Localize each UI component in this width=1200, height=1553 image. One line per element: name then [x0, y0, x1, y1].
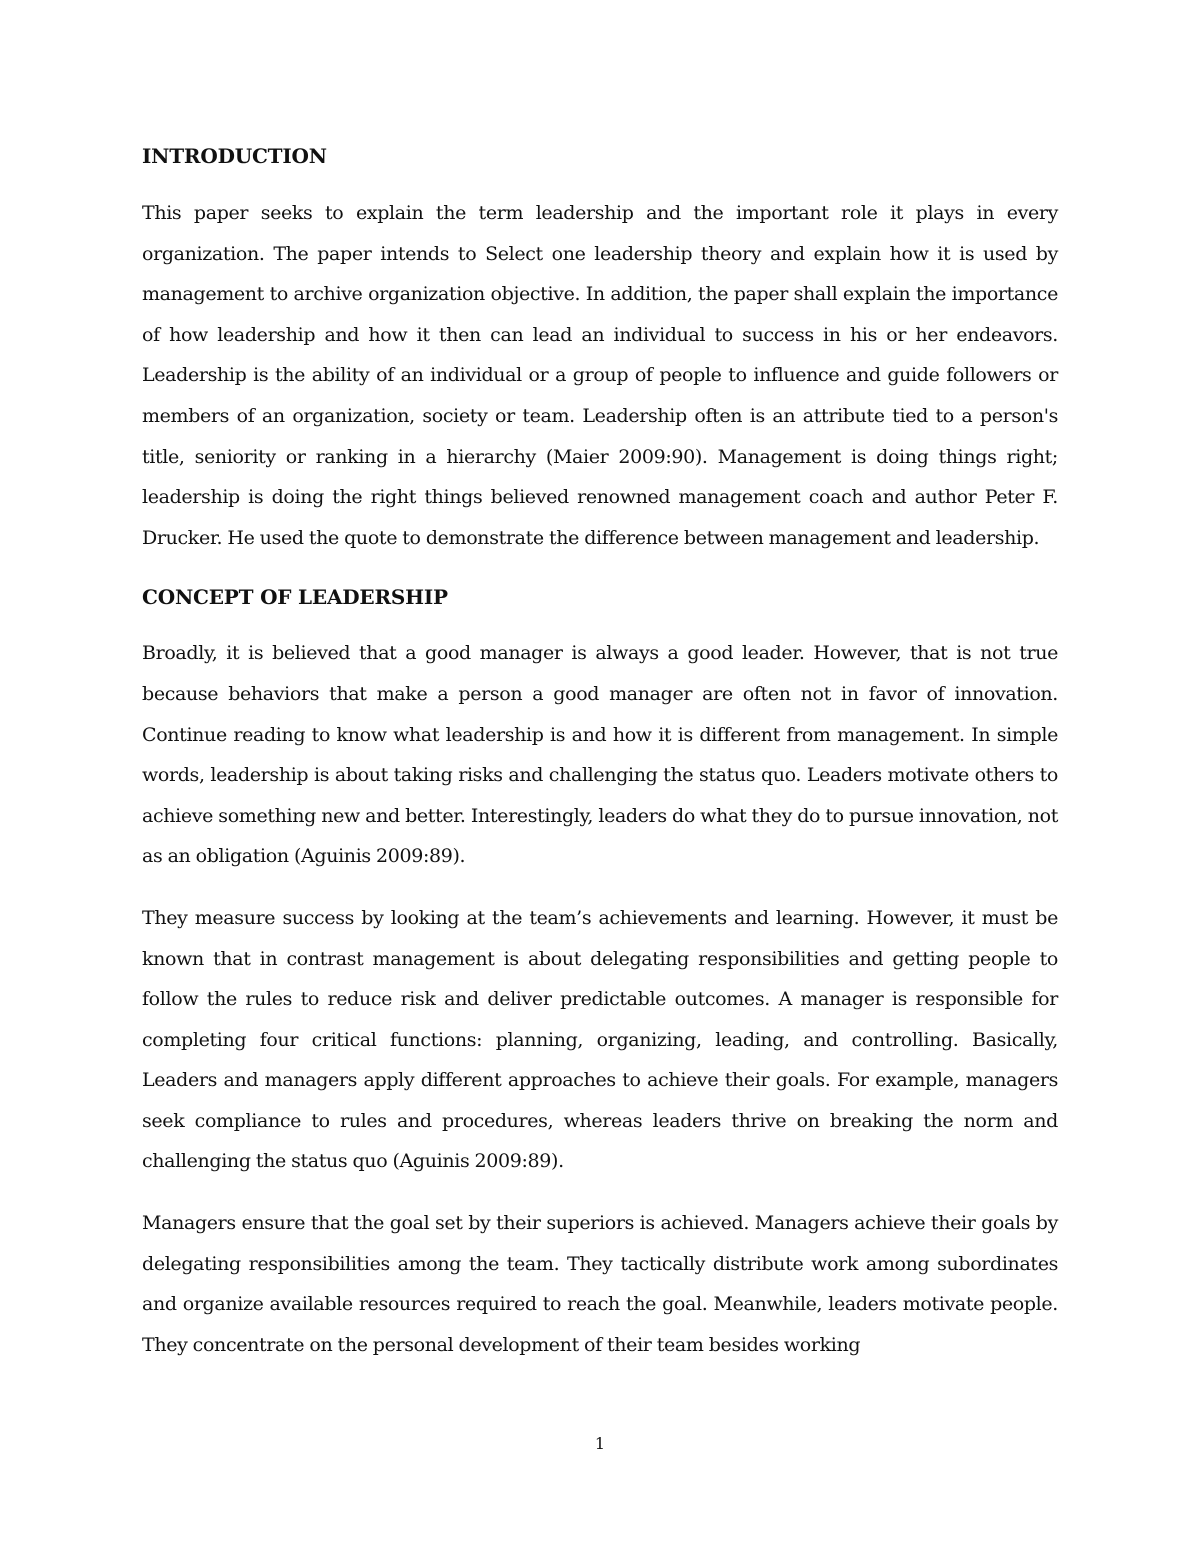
section-heading-introduction: INTRODUCTION	[142, 144, 327, 168]
paragraph-concept-broadly: Broadly, it is believed that a good manager is always a good leader. However, that is not true because behaviors that make a person a good manager are often not in favor of innovation. Continue reading to know what leadership is and how it is different from management. In simple words, leadership is about taking risks and challenging the status quo. Leaders motivate others to achieve something new and better. Interestingly, leaders do what they do to pursue innovation, not as an obligation (Aguinis 2009:89).	[142, 642, 1058, 868]
page-content	[142, 138, 1058, 1365]
paragraph-concept-managers-ensure: Managers ensure that the goal set by their superiors is achieved. Managers achieve their goals by delegating responsibilities among the team. They tactically distribute work among subordinates and organize available resources required to reach the goal. Meanwhile, leaders motivate people. They concentrate on the personal development of their team besides working	[142, 1212, 1058, 1356]
section-heading-concept-of-leadership: CONCEPT OF LEADERSHIP	[142, 585, 448, 610]
page-number: 1	[594, 1434, 606, 1453]
paragraph-introduction: This paper seeks to explain the term leadership and the important role it plays in every organization. The paper intends to Select one leadership theory and explain how it is used by management to archive organization objective. In addition, the paper shall explain the importance of how leadership and how it then can lead an individual to success in his or her endeavors. Leadership is the ability of an individual or a group of people to influence and guide followers or members of an organization, society or team. Leadership often is an attribute tied to a person's title, seniority or ranking in a hierarchy (Maier 2009:90). Management is doing things right; leadership is doing the right things believed renowned management coach and author Peter F. Drucker. He used the quote to demonstrate the difference between management and leadership.	[142, 202, 1058, 549]
paragraph-concept-measure-success: They measure success by looking at the team’s achievements and learning. However, it must be known that in contrast management is about delegating responsibilities and getting people to follow the rules to reduce risk and deliver predictable outcomes. A manager is responsible for completing four critical functions: planning, organizing, leading, and controlling. Basically, Leaders and managers apply different approaches to achieve their goals. For example, managers seek compliance to rules and procedures, whereas leaders thrive on breaking the norm and challenging the status quo (Aguinis 2009:89).	[142, 906, 1058, 1173]
